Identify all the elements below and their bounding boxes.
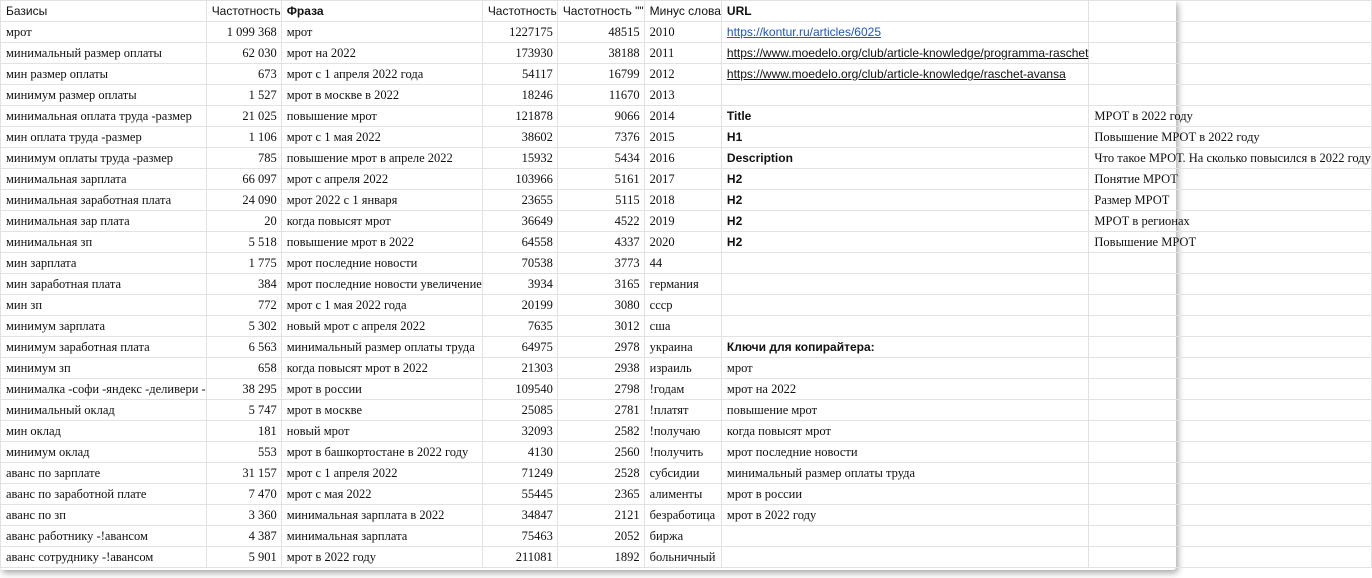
- cell-basis-frequency[interactable]: 62 030: [206, 43, 281, 64]
- cell-frequency[interactable]: 15932: [482, 148, 557, 169]
- cell-empty[interactable]: [1089, 337, 1371, 358]
- cell-minus-word[interactable]: израиль: [644, 358, 721, 379]
- cell-basis[interactable]: минимальный размер оплаты: [1, 43, 207, 64]
- meta-label-description[interactable]: Description: [721, 148, 1089, 169]
- cell-phrase[interactable]: мрот с апреля 2022: [281, 169, 482, 190]
- cell-frequency-quoted[interactable]: 2052: [557, 526, 644, 547]
- header-url[interactable]: URL: [721, 1, 1089, 22]
- cell-frequency-quoted[interactable]: 2365: [557, 484, 644, 505]
- cell-minus-word[interactable]: 2013: [644, 85, 721, 106]
- cell-basis-frequency[interactable]: 3 360: [206, 505, 281, 526]
- table-row: [1, 358, 1372, 379]
- cell-minus-word[interactable]: 44: [644, 253, 721, 274]
- cell-basis-frequency[interactable]: 66 097: [206, 169, 281, 190]
- cell-phrase[interactable]: мрот в россии: [281, 379, 482, 400]
- cell-basis[interactable]: аванс сотруднику -!авансом: [1, 547, 207, 568]
- cell-basis-frequency[interactable]: 5 518: [206, 232, 281, 253]
- table-row: [1, 421, 1372, 442]
- meta-value-h2[interactable]: Понятие МРОТ: [1089, 169, 1371, 190]
- cell-empty[interactable]: [1089, 463, 1371, 484]
- header-row: [1, 1, 1372, 22]
- copywriter-keys-title[interactable]: Ключи для копирайтера:: [721, 337, 1089, 358]
- table-row: [1, 400, 1372, 421]
- table-row: [1, 337, 1372, 358]
- cell-phrase[interactable]: мрот 2022 с 1 января: [281, 190, 482, 211]
- cell-empty[interactable]: [1089, 421, 1371, 442]
- cell-empty[interactable]: [1089, 442, 1371, 463]
- cell-frequency[interactable]: 20199: [482, 295, 557, 316]
- cell-frequency-quoted[interactable]: 3773: [557, 253, 644, 274]
- table-row: [1, 505, 1372, 526]
- cell-minus-word[interactable]: 2012: [644, 64, 721, 85]
- cell-frequency[interactable]: 4130: [482, 442, 557, 463]
- cell-frequency-quoted[interactable]: 3080: [557, 295, 644, 316]
- table-row: [1, 127, 1372, 148]
- copywriter-key[interactable]: мрот в россии: [721, 484, 1089, 505]
- meta-label-h1[interactable]: H1: [721, 127, 1089, 148]
- copywriter-key[interactable]: мрот последние новости: [721, 442, 1089, 463]
- cell-basis[interactable]: аванс по зп: [1, 505, 207, 526]
- cell-empty[interactable]: [1089, 22, 1371, 43]
- cell-basis[interactable]: минимальная зарплата: [1, 169, 207, 190]
- cell-frequency[interactable]: 38602: [482, 127, 557, 148]
- cell-phrase[interactable]: мрот: [281, 22, 482, 43]
- cell-frequency[interactable]: 173930: [482, 43, 557, 64]
- cell-basis-frequency[interactable]: 1 775: [206, 253, 281, 274]
- table-row: [1, 148, 1372, 169]
- cell-frequency[interactable]: 21303: [482, 358, 557, 379]
- cell-frequency[interactable]: 55445: [482, 484, 557, 505]
- header-frequency-quoted[interactable]: Частотность "": [557, 1, 644, 22]
- cell-empty[interactable]: [1089, 526, 1371, 547]
- cell-frequency-quoted[interactable]: 2528: [557, 463, 644, 484]
- cell-basis-frequency[interactable]: 5 901: [206, 547, 281, 568]
- cell-empty[interactable]: [721, 274, 1089, 295]
- cell-minus-word[interactable]: 2011: [644, 43, 721, 64]
- table-row: [1, 64, 1372, 85]
- cell-phrase[interactable]: мрот последние новости: [281, 253, 482, 274]
- cell-frequency[interactable]: 1227175: [482, 22, 557, 43]
- cell-empty[interactable]: [1089, 295, 1371, 316]
- table-row: [1, 274, 1372, 295]
- cell-empty[interactable]: [721, 547, 1089, 568]
- cell-empty[interactable]: [721, 295, 1089, 316]
- cell-frequency[interactable]: 3934: [482, 274, 557, 295]
- cell-minus-word[interactable]: 2014: [644, 106, 721, 127]
- cell-empty[interactable]: [721, 253, 1089, 274]
- cell-basis-frequency[interactable]: 785: [206, 148, 281, 169]
- url-link[interactable]: https://www.moedelo.org/club/article-knowledge/programma-raschet: [726, 46, 1089, 60]
- cell-empty[interactable]: [1089, 505, 1371, 526]
- cell-frequency-quoted[interactable]: 11670: [557, 85, 644, 106]
- copywriter-key[interactable]: мрот на 2022: [721, 379, 1089, 400]
- table-row: [1, 106, 1372, 127]
- cell-minus-word[interactable]: !получаю: [644, 421, 721, 442]
- meta-value-h2[interactable]: МРОТ в регионах: [1089, 211, 1371, 232]
- cell-basis[interactable]: минимальная зар плата: [1, 211, 207, 232]
- cell-empty[interactable]: [1089, 484, 1371, 505]
- cell-phrase[interactable]: повышение мрот в 2022: [281, 232, 482, 253]
- cell-phrase[interactable]: минимальная зарплата: [281, 526, 482, 547]
- header-phrase[interactable]: Фраза: [281, 1, 482, 22]
- cell-phrase[interactable]: когда повысят мрот в 2022: [281, 358, 482, 379]
- cell-url[interactable]: [721, 22, 1089, 43]
- cell-frequency-quoted[interactable]: 2121: [557, 505, 644, 526]
- cell-frequency[interactable]: 25085: [482, 400, 557, 421]
- cell-basis-frequency[interactable]: 553: [206, 442, 281, 463]
- cell-phrase[interactable]: мрот с мая 2022: [281, 484, 482, 505]
- cell-minus-word[interactable]: безработица: [644, 505, 721, 526]
- cell-frequency[interactable]: 64975: [482, 337, 557, 358]
- cell-empty[interactable]: [1089, 85, 1371, 106]
- meta-label-h2[interactable]: H2: [721, 169, 1089, 190]
- cell-frequency-quoted[interactable]: 5161: [557, 169, 644, 190]
- cell-phrase[interactable]: мрот в башкортостане в 2022 году: [281, 442, 482, 463]
- table-row: [1, 295, 1372, 316]
- cell-basis[interactable]: аванс работнику -!авансом: [1, 526, 207, 547]
- url-link[interactable]: https://kontur.ru/articles/6025: [726, 25, 881, 39]
- meta-label-h2[interactable]: H2: [721, 211, 1089, 232]
- cell-frequency-quoted[interactable]: 5115: [557, 190, 644, 211]
- table-row: [1, 379, 1372, 400]
- cell-minus-word[interactable]: германия: [644, 274, 721, 295]
- meta-value-h1[interactable]: Повышение МРОТ в 2022 году: [1089, 127, 1371, 148]
- cell-frequency-quoted[interactable]: 9066: [557, 106, 644, 127]
- cell-empty[interactable]: [1089, 379, 1371, 400]
- cell-frequency-quoted[interactable]: 2781: [557, 400, 644, 421]
- table-row: [1, 43, 1372, 64]
- cell-frequency-quoted[interactable]: 5434: [557, 148, 644, 169]
- cell-phrase[interactable]: мрот в москве в 2022: [281, 85, 482, 106]
- cell-basis-frequency[interactable]: 1 527: [206, 85, 281, 106]
- table-row: [1, 232, 1372, 253]
- cell-frequency[interactable]: 70538: [482, 253, 557, 274]
- cell-frequency[interactable]: 64558: [482, 232, 557, 253]
- cell-basis-frequency[interactable]: 1 099 368: [206, 22, 281, 43]
- url-link[interactable]: https://www.moedelo.org/club/article-knowledge/raschet-avansa: [726, 67, 1066, 81]
- cell-phrase[interactable]: мрот с 1 мая 2022 года: [281, 295, 482, 316]
- cell-phrase[interactable]: минимальная зарплата в 2022: [281, 505, 482, 526]
- cell-basis[interactable]: аванс по зарплате: [1, 463, 207, 484]
- cell-minus-word[interactable]: !получить: [644, 442, 721, 463]
- cell-frequency[interactable]: 18246: [482, 85, 557, 106]
- cell-phrase[interactable]: мрот с 1 апреля 2022: [281, 463, 482, 484]
- cell-minus-word[interactable]: 2019: [644, 211, 721, 232]
- cell-empty[interactable]: [1089, 43, 1371, 64]
- cell-basis[interactable]: мин заработная плата: [1, 274, 207, 295]
- cell-basis[interactable]: мин зарплата: [1, 253, 207, 274]
- cell-empty[interactable]: [721, 526, 1089, 547]
- table-row: [1, 253, 1372, 274]
- cell-minus-word[interactable]: субсидии: [644, 463, 721, 484]
- cell-phrase[interactable]: новый мрот с апреля 2022: [281, 316, 482, 337]
- cell-frequency[interactable]: 103966: [482, 169, 557, 190]
- cell-frequency-quoted[interactable]: 16799: [557, 64, 644, 85]
- cell-basis[interactable]: минимальная заработная плата: [1, 190, 207, 211]
- table-row: [1, 526, 1372, 547]
- cell-frequency-quoted[interactable]: 1892: [557, 547, 644, 568]
- cell-frequency-quoted[interactable]: 3165: [557, 274, 644, 295]
- table-row: [1, 316, 1372, 337]
- cell-frequency-quoted[interactable]: 48515: [557, 22, 644, 43]
- cell-url[interactable]: [721, 43, 1089, 64]
- cell-basis-frequency[interactable]: 772: [206, 295, 281, 316]
- header-basis-frequency[interactable]: Частотность: [206, 1, 281, 22]
- cell-minus-word[interactable]: 2017: [644, 169, 721, 190]
- cell-minus-word[interactable]: 2016: [644, 148, 721, 169]
- copywriter-key[interactable]: мрот: [721, 358, 1089, 379]
- cell-basis[interactable]: минималка -софи -яндекс -деливери -: [1, 379, 207, 400]
- cell-phrase[interactable]: мрот с 1 мая 2022: [281, 127, 482, 148]
- copywriter-key[interactable]: когда повысят мрот: [721, 421, 1089, 442]
- cell-frequency[interactable]: 32093: [482, 421, 557, 442]
- cell-minus-word[interactable]: больничный: [644, 547, 721, 568]
- cell-basis[interactable]: мин размер оплаты: [1, 64, 207, 85]
- cell-basis[interactable]: аванс по заработной плате: [1, 484, 207, 505]
- cell-basis[interactable]: минимум размер оплаты: [1, 85, 207, 106]
- cell-empty[interactable]: [1089, 547, 1371, 568]
- meta-label-h2[interactable]: H2: [721, 232, 1089, 253]
- cell-minus-word[interactable]: 2018: [644, 190, 721, 211]
- cell-frequency[interactable]: 36649: [482, 211, 557, 232]
- cell-minus-word[interactable]: алименты: [644, 484, 721, 505]
- cell-frequency-quoted[interactable]: 2938: [557, 358, 644, 379]
- cell-frequency[interactable]: 7635: [482, 316, 557, 337]
- cell-basis[interactable]: минимальная оплата труда -размер: [1, 106, 207, 127]
- table-row: [1, 169, 1372, 190]
- cell-minus-word[interactable]: !платят: [644, 400, 721, 421]
- cell-minus-word[interactable]: 2015: [644, 127, 721, 148]
- cell-frequency-quoted[interactable]: 2560: [557, 442, 644, 463]
- cell-minus-word[interactable]: 2010: [644, 22, 721, 43]
- cell-empty[interactable]: [721, 85, 1089, 106]
- cell-frequency[interactable]: 34847: [482, 505, 557, 526]
- table-row: [1, 190, 1372, 211]
- cell-frequency[interactable]: 71249: [482, 463, 557, 484]
- cell-basis-frequency[interactable]: 24 090: [206, 190, 281, 211]
- meta-value-title[interactable]: МРОТ в 2022 году: [1089, 106, 1371, 127]
- meta-label-h2[interactable]: H2: [721, 190, 1089, 211]
- cell-phrase[interactable]: минимальный размер оплаты труда: [281, 337, 482, 358]
- cell-frequency[interactable]: 54117: [482, 64, 557, 85]
- copywriter-key[interactable]: повышение мрот: [721, 400, 1089, 421]
- header-minus-words[interactable]: Минус слова: [644, 1, 721, 22]
- cell-frequency-quoted[interactable]: 2978: [557, 337, 644, 358]
- cell-basis-frequency[interactable]: 673: [206, 64, 281, 85]
- table-row: [1, 85, 1372, 106]
- cell-frequency-quoted[interactable]: 38188: [557, 43, 644, 64]
- cell-basis[interactable]: мин оклад: [1, 421, 207, 442]
- cell-frequency[interactable]: 23655: [482, 190, 557, 211]
- cell-phrase[interactable]: новый мрот: [281, 421, 482, 442]
- cell-empty[interactable]: [1089, 64, 1371, 85]
- cell-empty[interactable]: [1089, 274, 1371, 295]
- cell-basis[interactable]: минимальная зп: [1, 232, 207, 253]
- cell-empty[interactable]: [721, 316, 1089, 337]
- cell-frequency-quoted[interactable]: 7376: [557, 127, 644, 148]
- cell-phrase[interactable]: когда повысят мрот: [281, 211, 482, 232]
- table-row: [1, 442, 1372, 463]
- table-row: [1, 22, 1372, 43]
- cell-basis-frequency[interactable]: 6 563: [206, 337, 281, 358]
- meta-label-title[interactable]: Title: [721, 106, 1089, 127]
- cell-basis-frequency[interactable]: 38 295: [206, 379, 281, 400]
- cell-frequency[interactable]: 121878: [482, 106, 557, 127]
- cell-minus-word[interactable]: ссср: [644, 295, 721, 316]
- cell-frequency[interactable]: 109540: [482, 379, 557, 400]
- cell-frequency[interactable]: 211081: [482, 547, 557, 568]
- cell-phrase[interactable]: мрот в москве: [281, 400, 482, 421]
- cell-minus-word[interactable]: !годам: [644, 379, 721, 400]
- cell-basis[interactable]: минимум оплаты труда -размер: [1, 148, 207, 169]
- cell-frequency-quoted[interactable]: 3012: [557, 316, 644, 337]
- cell-basis[interactable]: мрот: [1, 22, 207, 43]
- cell-phrase[interactable]: повышение мрот в апреле 2022: [281, 148, 482, 169]
- cell-basis[interactable]: минимум оклад: [1, 442, 207, 463]
- cell-empty[interactable]: [1089, 316, 1371, 337]
- cell-basis-frequency[interactable]: 5 747: [206, 400, 281, 421]
- table-row: [1, 211, 1372, 232]
- cell-basis-frequency[interactable]: 5 302: [206, 316, 281, 337]
- cell-empty[interactable]: [1089, 400, 1371, 421]
- cell-phrase[interactable]: мрот последние новости увеличение: [281, 274, 482, 295]
- cell-empty[interactable]: [1089, 1, 1371, 22]
- cell-phrase[interactable]: мрот с 1 апреля 2022 года: [281, 64, 482, 85]
- meta-value-description[interactable]: Что такое МРОТ. На сколько повысился в 2022 году: [1089, 148, 1371, 169]
- cell-basis-frequency[interactable]: 4 387: [206, 526, 281, 547]
- cell-empty[interactable]: [1089, 253, 1371, 274]
- meta-value-h2[interactable]: Размер МРОТ: [1089, 190, 1371, 211]
- table-row: [1, 547, 1372, 568]
- cell-frequency-quoted[interactable]: 2798: [557, 379, 644, 400]
- header-frequency[interactable]: Частотность: [482, 1, 557, 22]
- cell-phrase[interactable]: мрот на 2022: [281, 43, 482, 64]
- cell-basis[interactable]: минимум зарплата: [1, 316, 207, 337]
- table-row: [1, 463, 1372, 484]
- cell-basis-frequency[interactable]: 20: [206, 211, 281, 232]
- cell-minus-word[interactable]: сша: [644, 316, 721, 337]
- cell-basis-frequency[interactable]: 7 470: [206, 484, 281, 505]
- header-basis[interactable]: Базисы: [1, 1, 207, 22]
- cell-frequency-quoted[interactable]: 4337: [557, 232, 644, 253]
- cell-frequency-quoted[interactable]: 4522: [557, 211, 644, 232]
- cell-minus-word[interactable]: 2020: [644, 232, 721, 253]
- cell-basis-frequency[interactable]: 181: [206, 421, 281, 442]
- cell-frequency-quoted[interactable]: 2582: [557, 421, 644, 442]
- cell-phrase[interactable]: повышение мрот: [281, 106, 482, 127]
- cell-basis-frequency[interactable]: 31 157: [206, 463, 281, 484]
- cell-basis[interactable]: минимум зп: [1, 358, 207, 379]
- cell-phrase[interactable]: мрот в 2022 году: [281, 547, 482, 568]
- cell-minus-word[interactable]: украина: [644, 337, 721, 358]
- cell-basis[interactable]: минимум заработная плата: [1, 337, 207, 358]
- copywriter-key[interactable]: минимальный размер оплаты труда: [721, 463, 1089, 484]
- cell-basis-frequency[interactable]: 658: [206, 358, 281, 379]
- cell-basis-frequency[interactable]: 384: [206, 274, 281, 295]
- copywriter-key[interactable]: мрот в 2022 году: [721, 505, 1089, 526]
- cell-basis[interactable]: минимальный оклад: [1, 400, 207, 421]
- cell-empty[interactable]: [1089, 358, 1371, 379]
- table-row: [1, 484, 1372, 505]
- cell-frequency[interactable]: 75463: [482, 526, 557, 547]
- cell-minus-word[interactable]: биржа: [644, 526, 721, 547]
- cell-url[interactable]: [721, 64, 1089, 85]
- meta-value-h2[interactable]: Повышение МРОТ: [1089, 232, 1371, 253]
- cell-basis-frequency[interactable]: 21 025: [206, 106, 281, 127]
- cell-basis[interactable]: мин оплата труда -размер: [1, 127, 207, 148]
- cell-basis-frequency[interactable]: 1 106: [206, 127, 281, 148]
- cell-basis[interactable]: мин зп: [1, 295, 207, 316]
